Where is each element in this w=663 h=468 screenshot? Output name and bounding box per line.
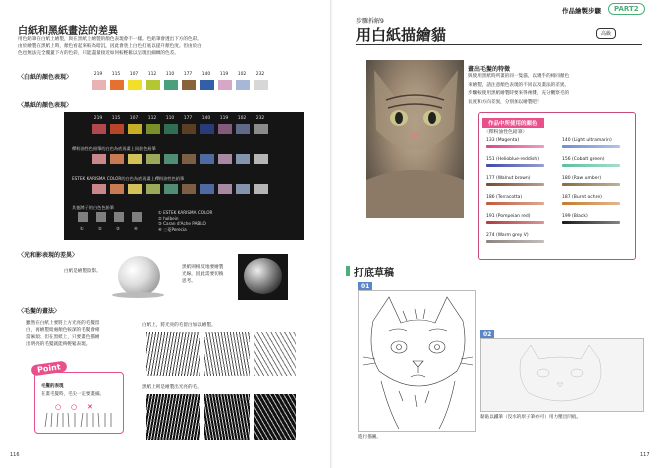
point-heading: 毛髮的表現 (41, 384, 64, 389)
colors-title: 作品中所使用的顏色 (482, 118, 544, 128)
white-hair-sample-3 (254, 332, 296, 376)
color-swatch (110, 80, 124, 90)
white-label: 〈白紙的顏色表現〉 (18, 74, 73, 81)
color-code: 119 (219, 116, 229, 121)
svg-text:✕: ✕ (87, 403, 93, 411)
pencil-name: 177 (Walnut brown) (486, 176, 531, 181)
color-swatch (254, 184, 268, 194)
light-label: 〈光和影表現的差異〉 (18, 252, 79, 259)
cat-line-drawing (359, 291, 475, 431)
color-code: 219 (93, 72, 103, 77)
white-sphere-drawing (118, 256, 160, 296)
color-swatch (164, 80, 178, 90)
section-marker (346, 266, 350, 276)
color-swatch (254, 80, 268, 90)
white-hair-sample-1 (146, 332, 200, 376)
svg-text:○: ○ (71, 403, 78, 411)
white-pencil-number: ④ (134, 226, 138, 231)
hair-text: 雖然在白紙上要將上方光亮的毛髮留 白，再繪製暗處顏色較深的毛髮會相 當麻煩；但在黑紙上，只要畫色描繪 出明亮的毛髮就能夠輕鬆表現。 (26, 321, 100, 347)
color-code: 107 (129, 72, 139, 77)
white-sphere-shadow (112, 292, 164, 298)
color-swatch (254, 124, 268, 134)
left-page (0, 0, 331, 468)
colors-sub: 〈釋粉油性色鉛筆〉 (484, 130, 528, 135)
page-number-right: 117 (640, 452, 650, 458)
color-swatch (200, 184, 214, 194)
color-swatch (110, 124, 124, 134)
color-swatch (218, 184, 232, 194)
white-pencil-square (78, 212, 88, 222)
white-pencil-square (114, 212, 124, 222)
dark-row2-label: ESTEK KARISMA COLOR的白色為底再畫上釋粉油性色鉛筆 (72, 176, 185, 181)
brand-list: ① ESTEK KARISMA COLOR ② holbein ③ Caran d'Ache PABLO ④ 三菱Perecia (158, 210, 213, 232)
pencil-swatch (562, 183, 620, 186)
cat-photo (366, 60, 464, 218)
pencil-list (486, 138, 632, 254)
color-swatch (236, 124, 250, 134)
point-text: 在畫毛髮時，毛尖一定要畫細。 (41, 392, 104, 397)
dark-row3-label: 其他牌子的白色色鉛筆 (72, 205, 114, 210)
intro-text: 用色鉛筆在白紙上繪製，與在黑紙上繪製的顏色表現會不一樣。色鉛筆會透出下方的色彩。 由於繪製在黑紙上時，顏色看起來較為暗沉，因此會塗上白色打底以提升顏色度。但由於白 色也無法完全覆蓋下方的色彩，只能盡量接近如何較輕鬆以呈現出細緻的色差。 (18, 37, 202, 56)
color-swatch (218, 154, 232, 164)
color-code: 107 (129, 116, 139, 121)
point-box (34, 362, 124, 434)
features-title: 畫出毛髮的特徵 (468, 66, 511, 73)
color-code: 177 (183, 72, 193, 77)
color-swatch (146, 154, 160, 164)
pencil-name: 191 (Pompeian red) (486, 214, 531, 219)
pencil-name: 187 (Burnt ochre) (562, 195, 602, 200)
color-code: 140 (201, 72, 211, 77)
hair-stroke-example (41, 401, 117, 429)
color-swatch (182, 124, 196, 134)
right-page (332, 0, 663, 468)
pencil-swatch (486, 240, 544, 243)
black-paper-sample (64, 112, 304, 240)
color-code: 232 (255, 72, 265, 77)
pencil-name: 151 (Helioblue-reddish) (486, 157, 539, 162)
page-title: 用白紙描繪貓 (356, 26, 447, 44)
black-hair-sample-2 (204, 394, 250, 440)
svg-text:○: ○ (55, 403, 62, 411)
color-swatch (164, 184, 178, 194)
color-swatch (92, 154, 106, 164)
pencil-swatch (486, 145, 544, 148)
pencil-name: 199 (Black) (562, 214, 588, 219)
color-swatch (218, 124, 232, 134)
color-swatch (92, 184, 106, 194)
color-swatch (182, 184, 196, 194)
color-code: 115 (111, 72, 121, 77)
features-text: 與使用黑紙時所畫的同一隻貓，以幾乎的相同顏色 來繪製，請注意顏色表現的不同以及畫法的差異。 步驟較使用黑紙繪製時要來得複雜，充分觀察毛的 長度和方向差異，分別加以繪製吧！ (468, 74, 570, 105)
light-black-caption: 黑紙則相反地要繪製 光線，因此需要切換 思考。 (182, 265, 224, 284)
color-swatch (200, 80, 214, 90)
black-hair-sample-3 (254, 394, 296, 440)
black-sphere-drawing (244, 258, 282, 294)
white-pencil-number: ② (98, 226, 102, 231)
color-code: 219 (93, 116, 103, 121)
color-code: 112 (147, 116, 157, 121)
color-code: 102 (237, 72, 247, 77)
color-swatch (92, 124, 106, 134)
color-swatch (182, 154, 196, 164)
color-swatch (200, 124, 214, 134)
color-swatch (128, 124, 142, 134)
step-01-card (358, 290, 476, 432)
color-swatch (236, 80, 250, 90)
color-swatch (146, 124, 160, 134)
color-swatch (110, 154, 124, 164)
step-01-badge: 01 (358, 282, 372, 291)
color-code: 115 (111, 116, 121, 121)
color-swatch (218, 80, 232, 90)
cat-photo-drawing (366, 60, 464, 218)
step-02-caption: 黏貼以鐵筆（沒水的原子筆亦可）用力壓出凹痕。 (480, 415, 582, 420)
step-02-badge: 02 (480, 330, 494, 339)
pencil-name: 180 (Raw umber) (562, 176, 602, 181)
color-swatch (254, 154, 268, 164)
section-title: 白紙和黑紙畫法的差異 (18, 26, 118, 37)
pencil-name: 156 (Cobalt green) (562, 157, 605, 162)
color-swatch (128, 80, 142, 90)
color-code: 112 (147, 72, 157, 77)
color-swatch (236, 184, 250, 194)
light-white-caption: 白紙是繪製陰影。 (64, 269, 101, 274)
pencil-swatch (486, 164, 544, 167)
color-swatch (110, 184, 124, 194)
color-swatch (164, 124, 178, 134)
black-label: 〈黑紙的顏色表現〉 (18, 102, 73, 109)
color-swatch (182, 80, 196, 90)
dark-row1-label: 釋粉油性色鉛筆的白色為底再畫上同款色鉛筆 (72, 146, 156, 151)
color-swatch (236, 154, 250, 164)
pencil-name: 274 (Warm grey V) (486, 233, 529, 238)
cat-indented-sketch (481, 339, 643, 411)
pencil-name: 140 (Light ultramarin) (562, 138, 612, 143)
color-code: 140 (201, 116, 211, 121)
pencil-name: 186 (Terracotta) (486, 195, 523, 200)
color-swatch (92, 80, 106, 90)
color-swatch (128, 184, 142, 194)
white-pencil-number: ③ (116, 226, 120, 231)
level-badge: 高級 (596, 28, 616, 39)
hair-black-caption: 黑紙上則是繪製出光亮的毛。 (142, 385, 202, 390)
color-code: 177 (183, 116, 193, 121)
part-label: 作品繪製步驟 (562, 7, 601, 15)
part-badge: PART2 (608, 3, 645, 15)
color-code: 110 (165, 72, 175, 77)
white-pencil-number: ① (80, 226, 84, 231)
color-code: 110 (165, 116, 175, 121)
color-swatch (128, 154, 142, 164)
color-code: 119 (219, 72, 229, 77)
color-swatch (164, 154, 178, 164)
pencil-swatch (562, 202, 620, 205)
pencil-swatch (486, 183, 544, 186)
black-hair-sample-1 (146, 394, 200, 440)
pencil-name: 133 (Magenta) (486, 138, 520, 143)
step-02-card (480, 338, 644, 412)
pencil-swatch (562, 221, 620, 224)
step-label: 步驟拆解9 (356, 18, 384, 25)
pencil-swatch (562, 164, 620, 167)
title-rule (356, 44, 642, 45)
color-swatch (146, 80, 160, 90)
color-swatch (146, 184, 160, 194)
hair-label: 〈毛髮的畫法〉 (18, 308, 61, 315)
section-title: 打底草稿 (354, 268, 394, 279)
white-pencil-square (132, 212, 142, 222)
color-code: 232 (255, 116, 265, 121)
page-number-left: 116 (10, 452, 20, 458)
black-sphere-sample (238, 254, 288, 300)
pencil-swatch (486, 202, 544, 205)
color-code: 102 (237, 116, 247, 121)
pencil-swatch (486, 221, 544, 224)
color-swatch (200, 154, 214, 164)
white-hair-sample-2 (204, 332, 250, 376)
white-pencil-square (96, 212, 106, 222)
step-01-caption: 進行描圖。 (358, 435, 381, 440)
pencil-swatch (562, 145, 620, 148)
hair-white-caption: 白紙上，將光亮的毛留白加以繪製。 (142, 323, 216, 328)
point-badge: Point (30, 361, 67, 377)
